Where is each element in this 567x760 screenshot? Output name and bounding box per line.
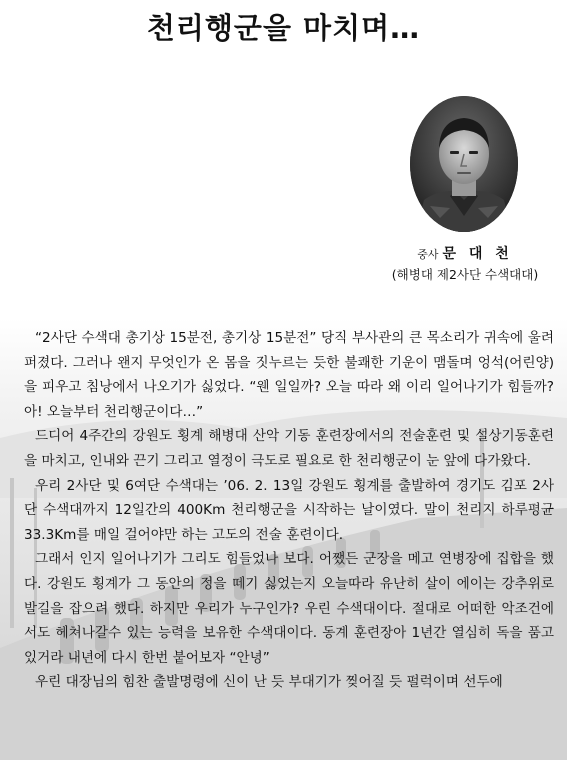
author-unit: (해병대 제2사단 수색대대) — [391, 267, 539, 282]
body-paragraph: “2사단 수색대 총기상 15분전, 총기상 15분전” 당직 부사관의 큰 목소리가 귀속에 울려 퍼졌다. 그러나 왠지 무엇인가 온 몸을 짓누르는 듯한 불쾌한 기운이 맴돌며 엉석(어린양)을 피우고 침낭에서 나오기가 싫었다. “웬 일일까? 오늘 따라 왜 이리 일어나기가 힘들까? 아! 오늘부터 천리행군이다…” — [24, 330, 554, 420]
author-rank: 중사 — [417, 248, 439, 261]
body-paragraph: 그래서 인지 일어나기가 그리도 힘들었나 보다. 어쨌든 군장을 메고 연병장에 집합을 했다. 강원도 횡계가 그 동안의 정을 떼기 싫었는지 오늘따라 유난히 살이 에이는 강추위로 발길을 잡으려 했다. 하지만 우리가 누구인가? 우린 수색대이다. 절대로 어떠한 악조건에서도 헤쳐나갈수 있는 능력을 보유한 수색대이다. 동계 훈련장아 1년간 열심히 독을 품고 있거라 내년에 다시 한번 붙어보자 “안녕” — [24, 551, 554, 666]
article-title: 천리행군을 마치며… — [146, 11, 421, 45]
body-paragraph: 우린 대장님의 힘찬 출발명령에 신이 난 듯 부대기가 찢어질 듯 펄럭이며 선두에 — [35, 674, 503, 691]
author-rank-name — [365, 244, 565, 265]
author-portrait-photo — [410, 96, 518, 232]
author-byline — [365, 244, 565, 285]
article-body — [24, 326, 554, 695]
body-paragraph: 우리 2사단 및 6여단 수색대는 ’06. 2. 13일 강원도 횡계를 출발하여 경기도 김포 2사단 수색대까지 12일간의 400Km 천리행군을 시작하는 날이였다. 말이 천리지 하루평균 33.3Km를 매일 걸어야만 하는 고도의 전술 훈련이다. — [24, 477, 554, 543]
body-paragraph: 드디어 4주간의 강원도 횡계 해병대 산악 기동 훈련장에서의 전술훈련 및 설상기동훈련을 마치고, 인내와 끈기 그리고 열정이 극도로 필요로 한 천리행군이 눈 앞에 다가왔다. — [24, 428, 554, 469]
author-name: 문 대 천 — [442, 246, 513, 262]
